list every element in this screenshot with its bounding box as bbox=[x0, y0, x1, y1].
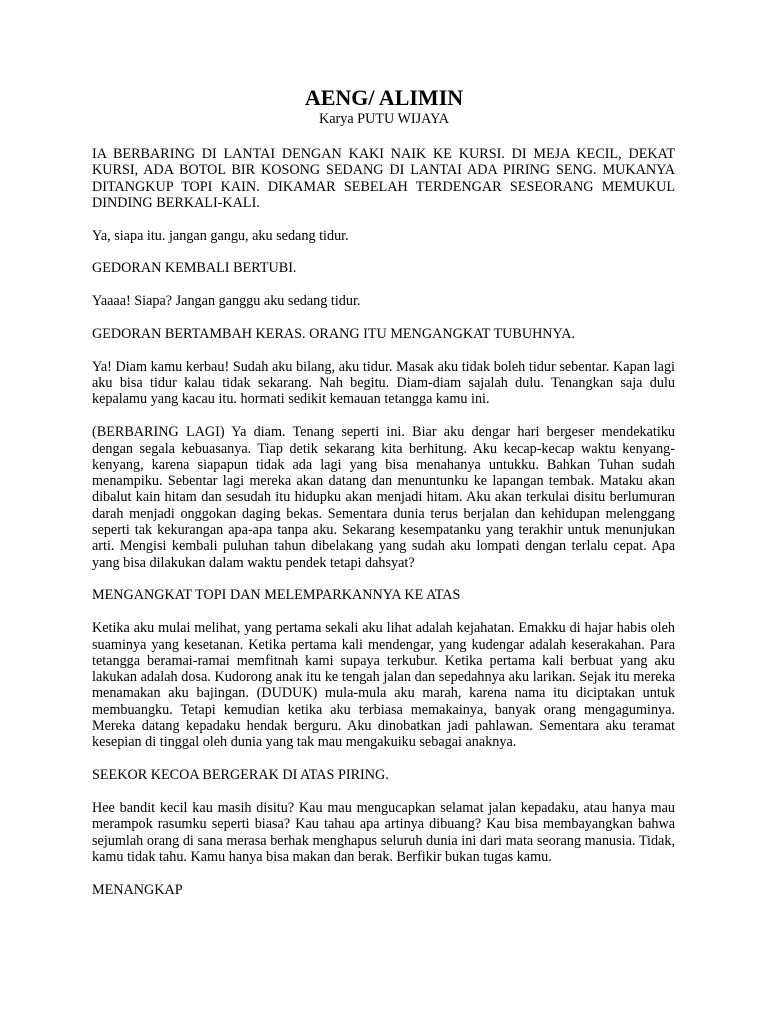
dialogue-paragraph: Ketika aku mulai melihat, yang pertama sekali aku lihat adalah kejahatan. Emakku di hajar habis oleh suaminya yang kesetanan. Ketika pertama kali mendengar, yang kudengar adalah keserakahan. Para tetangga beramai-ramai memfitnah kami supaya terkubur. Ketika pertama kali berbuat yang aku lakukan adalah dosa. Kudorong anak itu ke tengah jalan dan sepedahnya aku larikan. Sejak itu mereka menamakan aku bajingan. (DUDUK) mula-mula aku marah, karena nama itu diciptakan untuk membuangku. Tetapi kemudian ketika aku terbiasa memakainya, banyak orang mengaguminya. Mereka datang kepadaku hendak berguru. Aku dinobatkan jadi pahlawan. Sementara aku teramat kesepian di tinggal oleh dunia yang tak mau mengakuiku sebagai anaknya. bbox=[92, 620, 675, 751]
dialogue-paragraph: Hee bandit kecil kau masih disitu? Kau mau mengucapkan selamat jalan kepadaku, atau hanya mau merampok rasumku seperti biasa? Kau tahau apa artinya dibuang? Kau bisa membayangkan bahwa sejumlah orang di sana merasa berhak menghapus seluruh dunia ini dari mata seorang manusia. Tidak, kamu tidak tahu. Kamu hanya bisa makan dan berak. Berfikir bukan tugas kamu. bbox=[92, 799, 675, 865]
stage-direction: GEDORAN KEMBALI BERTUBI. bbox=[92, 260, 297, 277]
document-body bbox=[92, 146, 675, 914]
stage-direction: IA BERBARING DI LANTAI DENGAN KAKI NAIK KE KURSI. DI MEJA KECIL, DEKAT KURSI, ADA BOTOL BIR KOSONG SEDANG DI LANTAI ADA PIRING SENG. MUKANYA DITANGKUP TOPI KAIN. DIKAMAR SEBELAH TERDENGAR SESEORANG MEMUKUL DINDING BERKALI-KALI. bbox=[92, 146, 675, 211]
stage-direction: SEEKOR KECOA BERGERAK DI ATAS PIRING. bbox=[92, 767, 389, 784]
dialogue-paragraph: Yaaaa! Siapa? Jangan ganggu aku sedang tidur. bbox=[92, 293, 361, 310]
document-byline: Karya PUTU WIJAYA bbox=[318, 111, 450, 127]
stage-direction: GEDORAN BERTAMBAH KERAS. ORANG ITU MENGANGKAT TUBUHNYA. bbox=[92, 326, 576, 343]
document-title: AENG/ ALIMIN bbox=[304, 85, 464, 110]
stage-direction: MENANGKAP bbox=[92, 881, 183, 898]
stage-direction: MENGANGKAT TOPI DAN MELEMPARKANNYA KE ATAS bbox=[92, 587, 461, 604]
dialogue-paragraph: Ya! Diam kamu kerbau! Sudah aku bilang, aku tidur. Masak aku tidak boleh tidur sebentar. Kapan lagi aku bisa tidur kalau tidak sekarang. Nah begitu. Diam-diam sajalah dulu. Tenangkan saja dulu kepalamu yang kacau itu. hormati sedikit kemauan tetangga kamu ini. bbox=[92, 358, 675, 408]
dialogue-paragraph: Ya, siapa itu. jangan gangu, aku sedang tidur. bbox=[92, 227, 349, 244]
dialogue-paragraph: (BERBARING LAGI) Ya diam. Tenang seperti ini. Biar aku dengar hari bergeser mendekatiku dengan segala kebuasanya. Tiap detik sekarang kita berhitung. Aku kecap-kecap waktu kenyang-kenyang, karena siapapun tidak ada lagi yang bisa menahanya untukku. Bahkan Tuhan sudah menampiku. Sebentar lagi mereka akan datang dan menuntunku ke lapangan tembak. Mataku akan dibalut kain hitam dan sesudah itu hidupku akan menjadi hitam. Aku akan terkulai disitu berlumuran darah menjadi onggokan daging bekas. Sementara dunia terus berjalan dan kehidupan melenggang seperti tak kekurangan apa-apa tanpa aku. Sekarang kesempatanku yang terakhir untuk menunjukan arti. Mengisi kembali puluhan tahun dibelakang yang sudah aku lompati dengan terlalu cepat. Apa yang bisa dilakukan dalam waktu pendek tetapi dahsyat? bbox=[92, 424, 675, 571]
